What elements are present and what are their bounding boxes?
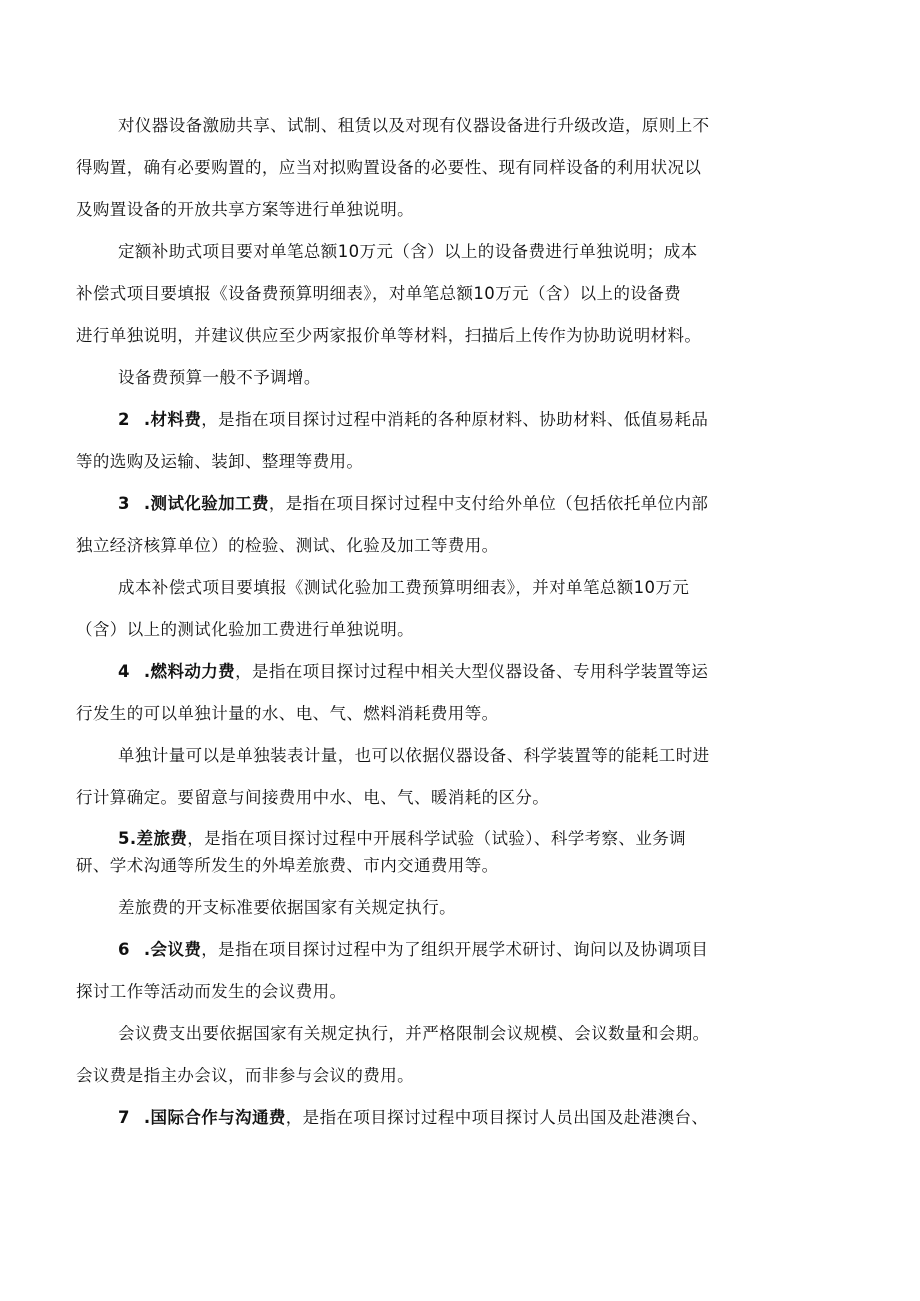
text-line: （含）以上的测试化验加工费进行单独说明。 <box>76 620 414 639</box>
text-line <box>118 399 818 441</box>
section-number: 4 <box>118 662 130 681</box>
section-heading: .会议费 <box>143 940 202 959</box>
paragraph-materials-fee <box>76 399 818 483</box>
text-line: 及购置设备的开放共享方案等进行单独说明。 <box>76 200 414 219</box>
paragraph-conference-explanation <box>76 1013 818 1097</box>
section-heading: .国际合作与沟通费 <box>143 1108 286 1127</box>
paragraph-fuel-power-fee <box>76 651 818 735</box>
text-line: 得购置，确有必要购置的，应当对拟购置设备的必要性、现有同样设备的利用状况以 <box>76 158 702 177</box>
text-line: 补偿式项目要填报《设备费预算明细表》，对单笔总额10万元（含）以上的设备费 <box>76 284 682 303</box>
text-line: 行计算确定。要留意与间接费用中水、电、气、暖消耗的区分。 <box>76 788 550 807</box>
text-line <box>118 651 818 693</box>
text-line <box>118 825 818 852</box>
section-heading: .差旅费 <box>129 829 188 848</box>
paragraph-equipment-explanation <box>76 231 818 357</box>
text-line: 定额补助式项目要对单笔总额10万元（含）以上的设备费进行单独说明；成本 <box>118 242 698 261</box>
section-text: ，是指在项目探讨过程中项目探讨人员出国及赴港澳台、 <box>285 1108 709 1127</box>
section-heading: .测试化验加工费 <box>143 494 269 513</box>
section-text: ，是指在项目探讨过程中为了组织开展学术研讨、询问以及协调项目 <box>201 940 709 959</box>
spacer <box>118 879 818 887</box>
paragraph-equipment-purchase <box>76 105 818 231</box>
paragraph-conference-fee <box>76 929 818 1013</box>
text-line: 成本补偿式项目要填报《测试化验加工费预算明细表》，并对单笔总额10万元 <box>118 578 690 597</box>
paragraph-metering-explanation <box>76 735 818 819</box>
paragraph-equipment-no-increase <box>118 357 818 399</box>
paragraph-international-fee <box>118 1097 818 1139</box>
text-line: 探讨工作等活动而发生的会议费用。 <box>76 982 347 1001</box>
section-text: ，是指在项目探讨过程中开展科学试验（试验）、科学考察、业务调 <box>187 829 687 848</box>
text-line: 单独计量可以是单独装表计量，也可以依据仪器设备、科学装置等的能耗工时进 <box>118 746 710 765</box>
text-line: 独立经济核算单位）的检验、测试、化验及加工等费用。 <box>76 536 499 555</box>
text-line: 会议费支出要依据国家有关规定执行，并严格限制会议规模、会议数量和会期。 <box>118 1024 710 1043</box>
text-line <box>118 483 818 525</box>
text-line: 会议费是指主办会议，而非参与会议的费用。 <box>76 1066 414 1085</box>
section-text: ，是指在项目探讨过程中支付给外单位（包括依托单位内部 <box>268 494 709 513</box>
text-line <box>118 929 818 971</box>
section-heading: .材料费 <box>143 410 202 429</box>
section-text: ，是指在项目探讨过程中消耗的各种原材料、协助材料、低值易耗品 <box>201 410 709 429</box>
text-line: 对仪器设备激励共享、试制、租赁以及对现有仪器设备进行升级改造，原则上不 <box>118 116 710 135</box>
text-line: 进行单独说明，并建议供应至少两家报价单等材料，扫描后上传作为协助说明材料。 <box>76 326 702 345</box>
section-number: 7 <box>118 1108 130 1127</box>
text-line: 等的选购及运输、装卸、整理等费用。 <box>76 452 364 471</box>
text-line: 设备费预算一般不予调增。 <box>118 368 321 387</box>
section-number: 3 <box>118 494 130 513</box>
text-line <box>118 1097 818 1139</box>
paragraph-travel-standard <box>118 887 818 929</box>
section-heading: .燃料动力费 <box>143 662 236 681</box>
document-body <box>76 105 818 1139</box>
paragraph-testing-explanation <box>76 567 818 651</box>
text-line: 研、学术沟通等所发生的外埠差旅费、市内交通费用等。 <box>76 856 499 875</box>
section-text: ，是指在项目探讨过程中相关大型仪器设备、专用科学装置等运 <box>235 662 709 681</box>
paragraph-travel-fee <box>76 825 818 879</box>
section-number: 6 <box>118 940 130 959</box>
paragraph-testing-fee <box>76 483 818 567</box>
text-line: 行发生的可以单独计量的水、电、气、燃料消耗费用等。 <box>76 704 499 723</box>
section-number: 2 <box>118 410 130 429</box>
text-line: 差旅费的开支标准要依据国家有关规定执行。 <box>118 898 456 917</box>
section-number: 5 <box>118 829 130 848</box>
